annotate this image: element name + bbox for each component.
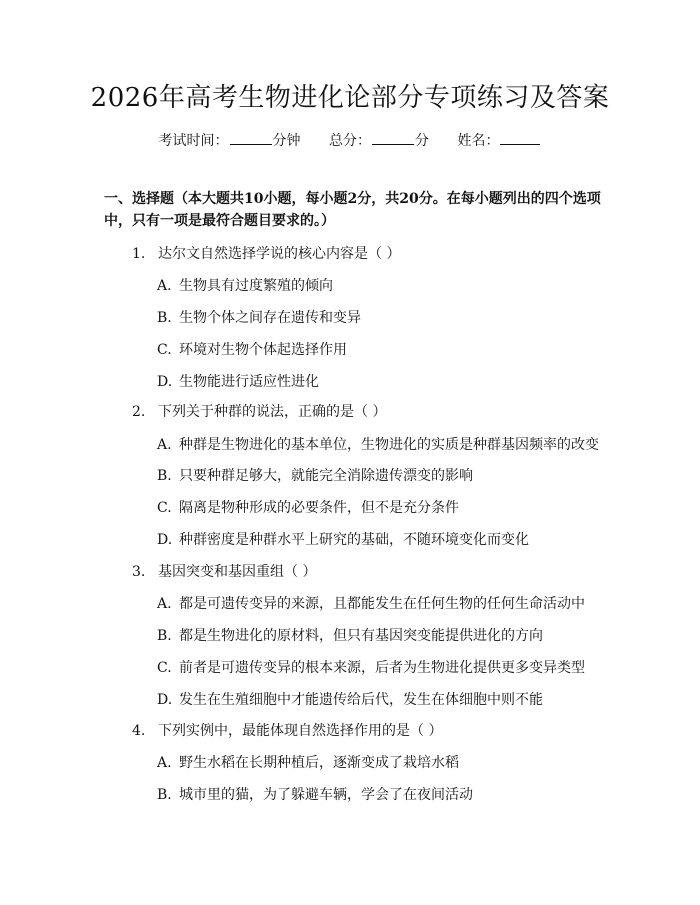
option-item [157,753,459,773]
option-text: 发生在生殖细胞中才能遗传给后代，发生在体细胞中则不能 [179,692,543,708]
time-unit: 分钟 [272,133,301,149]
score-blank [372,130,414,145]
option-item [157,308,361,328]
page-title: 2026年高考生物进化论部分专项练习及答案 [90,83,610,113]
time-blank [230,130,272,145]
option-letter: A. [157,755,172,771]
option-letter: C. [157,342,172,358]
option-item [157,594,585,614]
option-item [157,498,459,518]
total-score [329,130,429,151]
option-item [157,466,473,486]
time-label: 考试时间： [158,133,229,149]
option-letter: C. [157,500,172,516]
name-label: 姓名： [457,133,500,149]
option-letter: B. [157,310,172,326]
option-item [157,372,319,392]
option-text: 生物能进行适应性进化 [179,374,319,390]
option-text: 种群是生物进化的基本单位，生物进化的实质是种群基因频率的改变 [179,437,599,453]
option-item [157,658,585,678]
option-item [157,530,529,550]
option-text: 环境对生物个体起选择作用 [179,342,347,358]
section-header: 一、选择题（本大题共10小题，每小题2分，共20分。在每小题列出的四个选项中，只有一项是最符合题目要求的。） [104,191,601,229]
option-letter: D. [157,532,173,548]
option-text: 生物个体之间存在遗传和变异 [179,310,361,326]
question-stem [132,562,316,582]
option-text: 生物具有过度繁殖的倾向 [179,278,333,294]
question-stem [132,402,386,422]
question-text: 达尔文自然选择学说的核心内容是（ ） [158,246,401,262]
question-text: 下列关于种群的说法，正确的是（ ） [158,404,387,420]
score-label: 总分： [329,133,371,149]
exam-meta [0,130,700,151]
option-letter: D. [157,692,173,708]
question-number: 4. [132,723,146,739]
option-letter: A. [157,278,172,294]
option-text: 城市里的猫，为了躲避车辆，学会了在夜间活动 [179,787,473,803]
option-text: 只要种群足够大，就能完全消除遗传漂变的影响 [179,468,473,484]
option-letter: A. [157,596,172,612]
question-number: 3. [132,564,146,580]
option-text: 都是生物进化的原材料，但只有基因突变能提供进化的方向 [179,628,543,644]
option-letter: C. [157,660,172,676]
option-letter: B. [157,628,172,644]
option-text: 种群密度是种群水平上研究的基础，不随环境变化而变化 [179,532,529,548]
option-letter: B. [157,787,172,803]
option-text: 野生水稻在长期种植后，逐渐变成了栽培水稻 [179,755,459,771]
score-unit: 分 [415,133,429,149]
option-text: 隔离是物种形成的必要条件，但不是充分条件 [179,500,459,516]
question-stem [132,244,400,264]
option-item [157,340,347,360]
question-number: 2. [132,404,146,420]
option-letter: A. [157,437,172,453]
name-blank [500,130,540,145]
question-number: 1. [132,246,146,262]
option-item [157,276,333,296]
exam-time [159,130,301,151]
student-name [457,130,541,151]
option-item [157,785,473,805]
option-item [157,690,543,710]
question-stem [132,721,442,741]
question-text: 基因突变和基因重组（ ） [158,564,317,580]
option-text: 都是可遗传变异的来源，且都能发生在任何生物的任何生命活动中 [179,596,585,612]
option-letter: B. [157,468,172,484]
option-letter: D. [157,374,173,390]
option-item [157,626,543,646]
option-item [157,435,599,455]
question-text: 下列实例中，最能体现自然选择作用的是（ ） [158,723,443,739]
option-text: 前者是可遗传变异的根本来源，后者为生物进化提供更多变异类型 [179,660,585,676]
